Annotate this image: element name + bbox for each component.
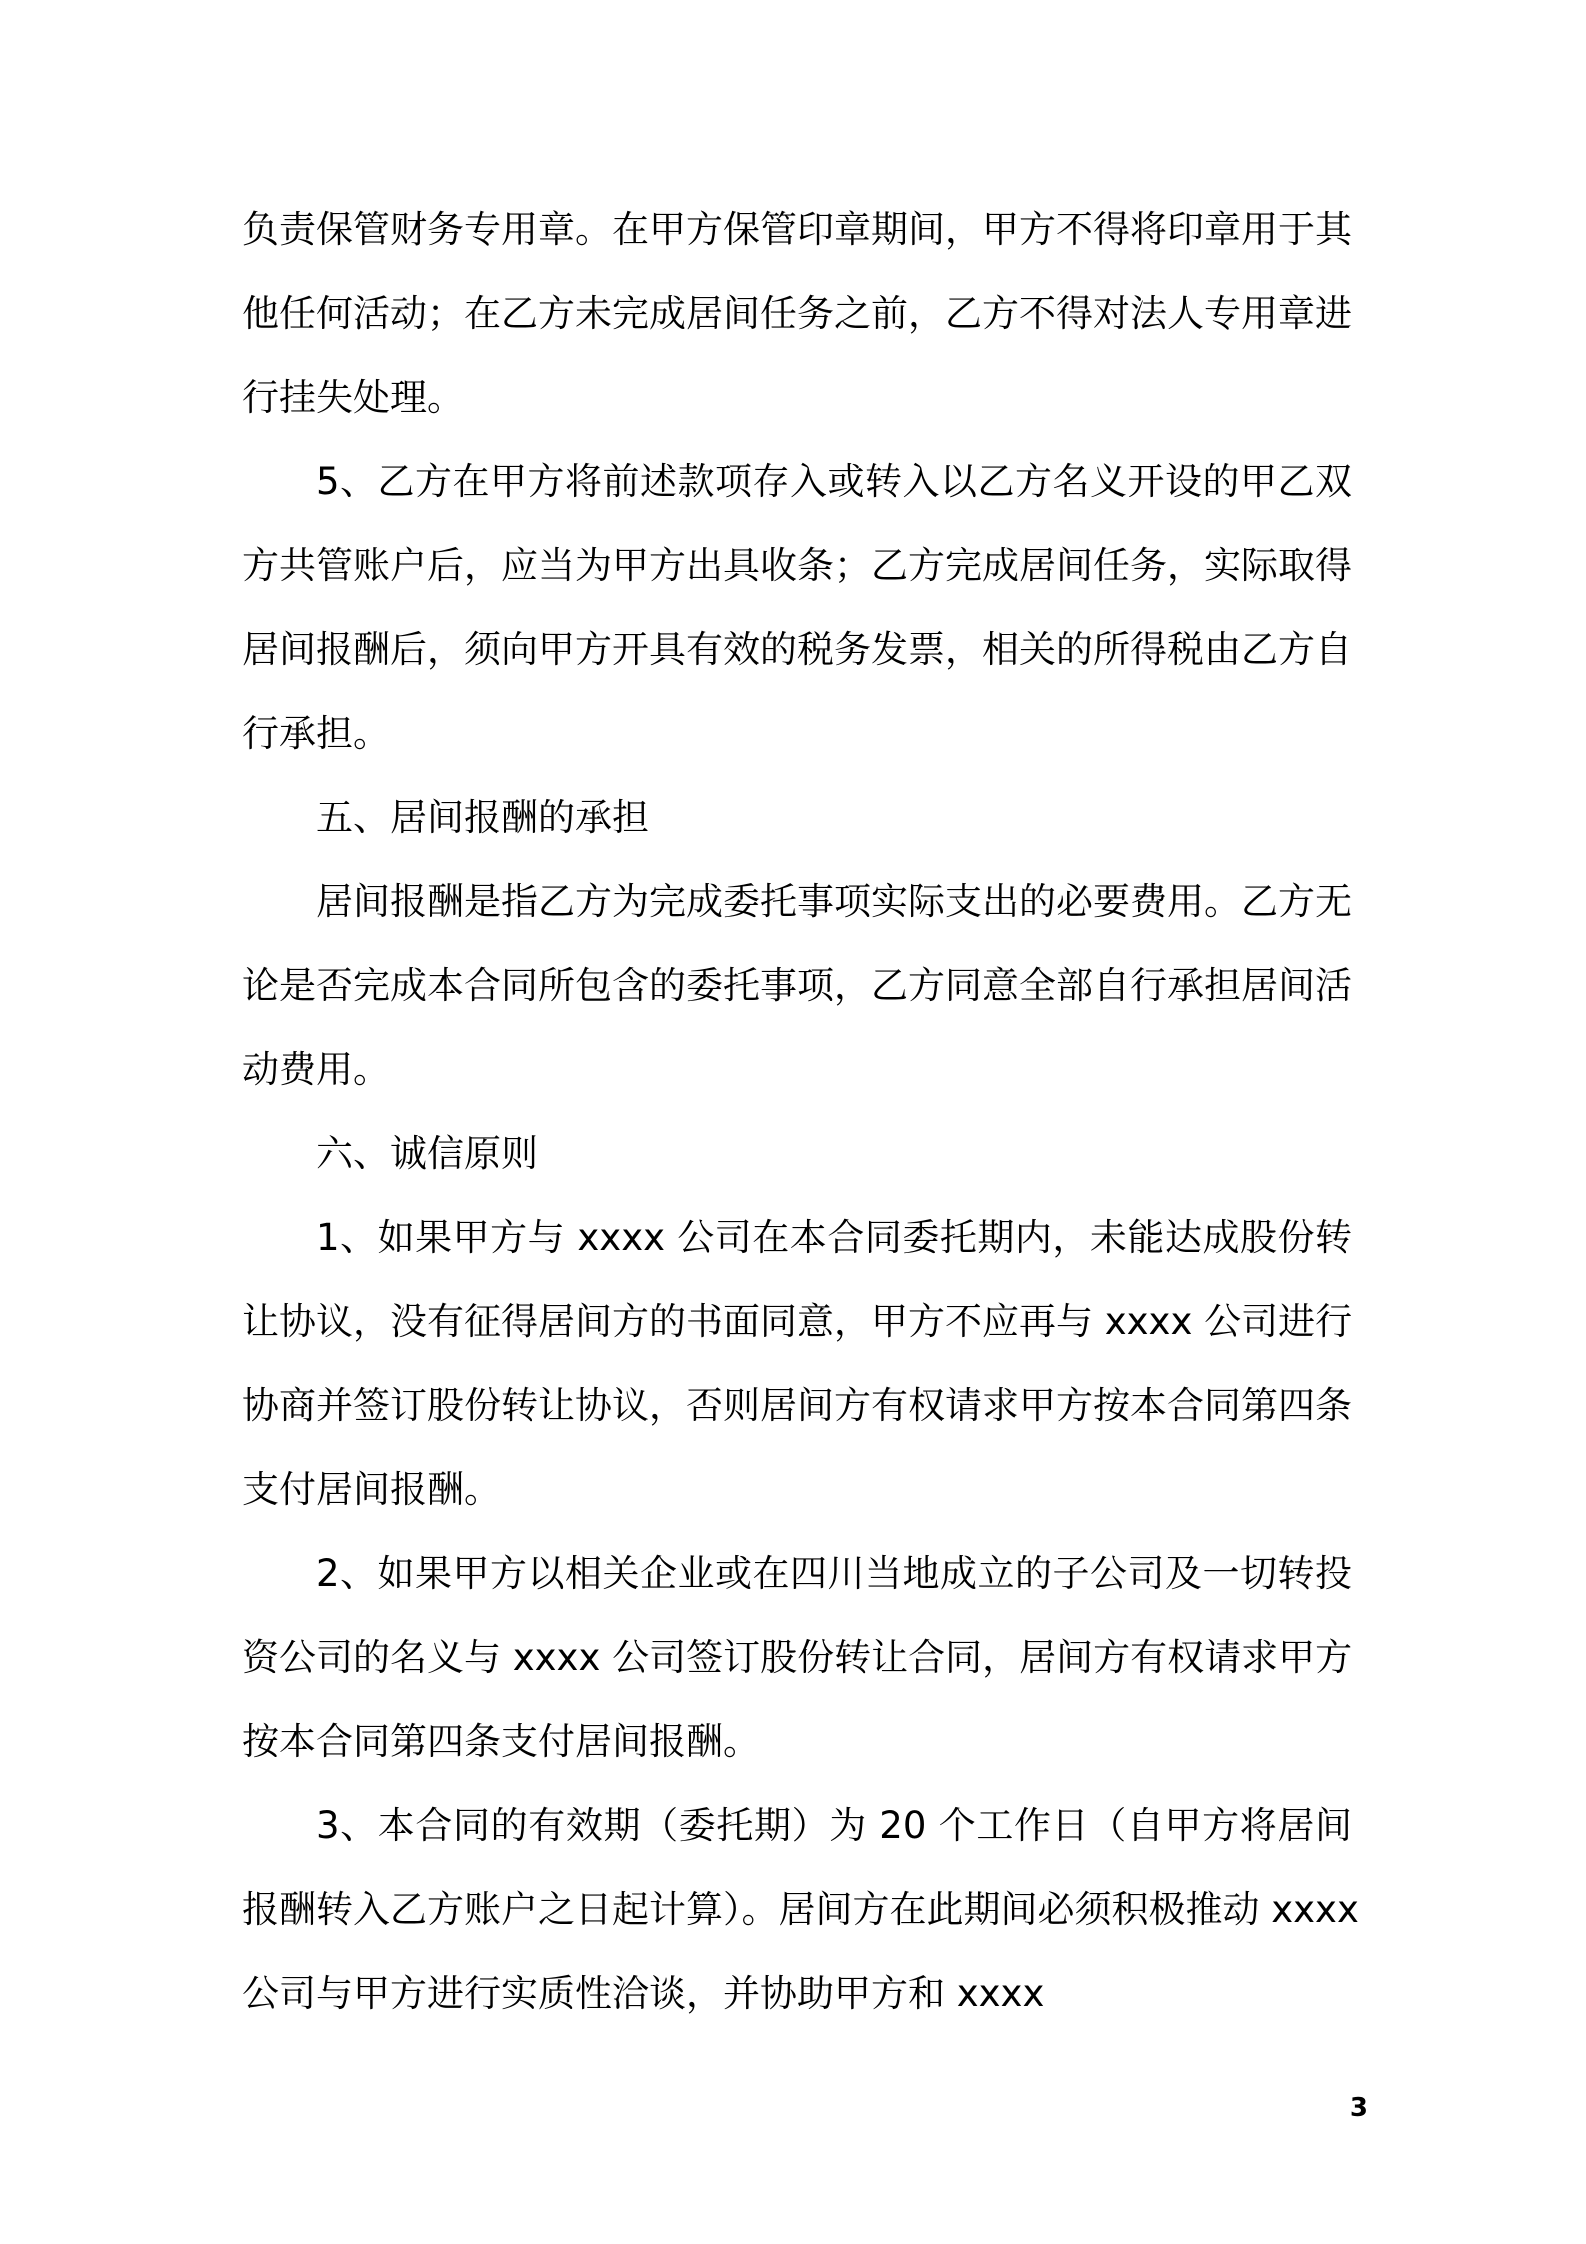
text-line: 动费用。	[242, 1048, 390, 1091]
text-line: 资公司的名义与 xxxx 公司签订股份转让合同，居间方有权请求甲方	[242, 1636, 1353, 1679]
text-line: 行承担。	[242, 712, 390, 755]
text-line: 他任何活动；在乙方未完成居间任务之前，乙方不得对法人专用章进	[242, 292, 1352, 335]
text-line: 报酬转入乙方账户之日起计算）。居间方在此期间必须积极推动 xxxx	[242, 1888, 1359, 1931]
text-line: 居间报酬是指乙方为完成委托事项实际支出的必要费用。乙方无	[316, 880, 1352, 923]
text-line: 行挂失处理。	[242, 376, 464, 419]
document-body	[242, 188, 1359, 2036]
text-line: 3、本合同的有效期（委托期）为 20 个工作日（自甲方将居间	[316, 1804, 1352, 1847]
text-line: 协商并签订股份转让协议，否则居间方有权请求甲方按本合同第四条	[242, 1384, 1352, 1427]
text-line: 1、如果甲方与 xxxx 公司在本合同委托期内，未能达成股份转	[316, 1216, 1352, 1259]
page-number: 3	[1349, 2093, 1368, 2123]
text-line: 按本合同第四条支付居间报酬。	[242, 1720, 760, 1763]
text-line: 公司与甲方进行实质性洽谈，并协助甲方和 xxxx	[242, 1972, 1045, 2015]
text-line: 支付居间报酬。	[242, 1468, 501, 1511]
text-line: 论是否完成本合同所包含的委托事项，乙方同意全部自行承担居间活	[242, 964, 1352, 1007]
section-heading: 五、居间报酬的承担	[316, 796, 649, 839]
text-line: 5、乙方在甲方将前述款项存入或转入以乙方名义开设的甲乙双	[316, 460, 1352, 503]
text-line: 居间报酬后，须向甲方开具有效的税务发票，相关的所得税由乙方自	[242, 628, 1352, 671]
text-line: 让协议，没有征得居间方的书面同意，甲方不应再与 xxxx 公司进行	[242, 1300, 1353, 1343]
text-line: 2、如果甲方以相关企业或在四川当地成立的子公司及一切转投	[316, 1552, 1352, 1595]
section-heading: 六、诚信原则	[316, 1132, 538, 1175]
text-line: 负责保管财务专用章。在甲方保管印章期间，甲方不得将印章用于其	[242, 208, 1352, 251]
text-line: 方共管账户后，应当为甲方出具收条；乙方完成居间任务，实际取得	[242, 544, 1352, 587]
